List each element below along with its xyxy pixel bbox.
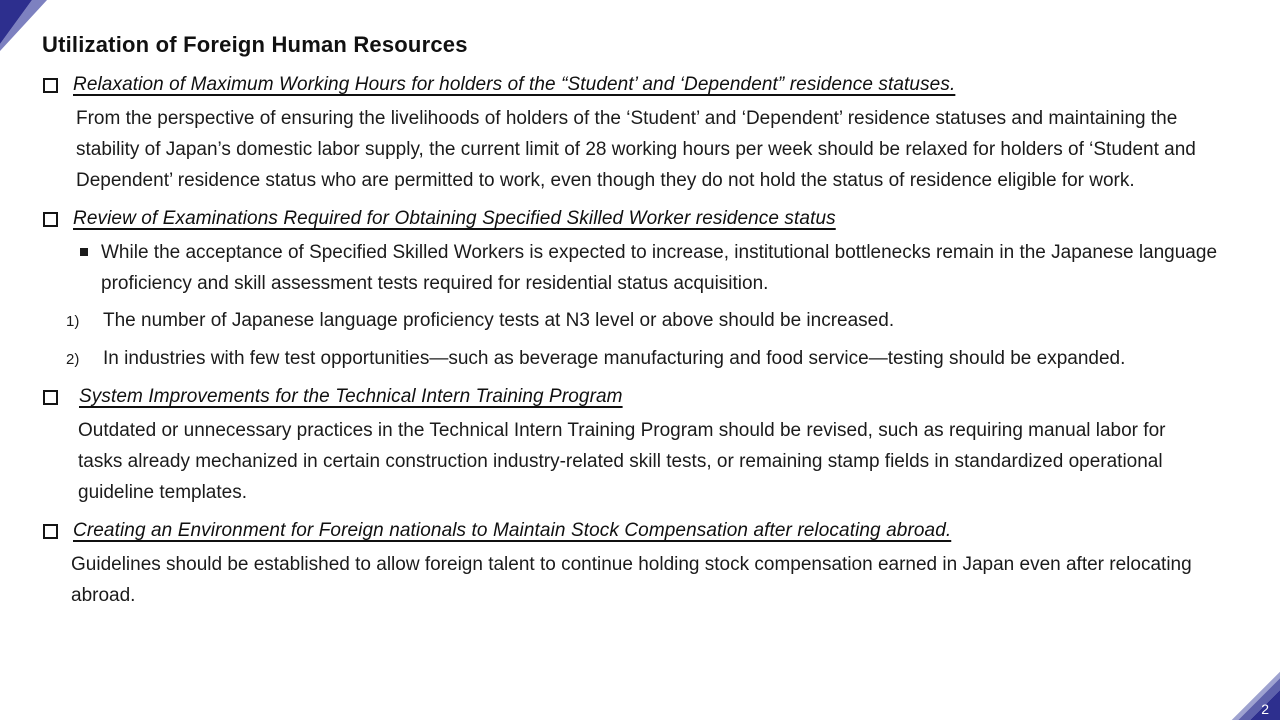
- section-body: Guidelines should be established to allow foreign talent to continue holding stock compensation earned in Japan even after relocating abroad.: [71, 554, 1192, 606]
- square-bullet-icon: [43, 524, 58, 539]
- square-bullet-icon: [43, 212, 58, 227]
- section-working-hours: [42, 70, 1244, 196]
- section-heading: Review of Examinations Required for Obtaining Specified Skilled Worker residence status: [73, 208, 836, 229]
- sub-bullet-text: While the acceptance of Specified Skilled Workers is expected to increase, institutional bottlenecks remain in the Japanese language proficiency and skill assessment tests required for residential status acquisition.: [101, 242, 1218, 294]
- section-heading-row: [42, 516, 1244, 546]
- section-heading-row: [42, 70, 1244, 100]
- sub-bullet-row: [80, 237, 1244, 299]
- section-heading-row: [42, 204, 1244, 234]
- small-square-bullet-icon: [80, 248, 88, 256]
- section-stock-compensation: [42, 516, 1244, 611]
- numbered-item-text: In industries with few test opportunities—such as beverage manufacturing and food service—testing should be expanded.: [103, 348, 1126, 369]
- section-heading: Creating an Environment for Foreign nationals to Maintain Stock Compensation after relocating abroad.: [73, 520, 952, 541]
- section-technical-intern: [42, 382, 1244, 508]
- section-body: From the perspective of ensuring the livelihoods of holders of the ‘Student’ and ‘Dependent’ residence statuses and maintaining the stability of Japan’s domestic labor supply, the current limit of 28 working hours per week should be relaxed for holders of ‘Student and Dependent’ residence status who are permitted to work, even though they do not hold the status of residence eligible for work.: [76, 108, 1196, 191]
- square-bullet-icon: [43, 390, 58, 405]
- section-heading: Relaxation of Maximum Working Hours for holders of the “Student’ and ‘Dependent” residence statuses.: [73, 74, 956, 95]
- section-body: Outdated or unnecessary practices in the Technical Intern Training Program should be revised, such as requiring manual labor for tasks already mechanized in certain construction industry-related skill tests, or remaining stamp fields in standardized operational guideline templates.: [78, 420, 1166, 503]
- numbered-item-marker: 2): [66, 351, 80, 368]
- slide-content: [42, 30, 1244, 619]
- square-bullet-icon: [43, 78, 58, 93]
- page-title: Utilization of Foreign Human Resources: [42, 32, 468, 57]
- section-examinations: [42, 204, 1244, 375]
- section-heading-row: [42, 382, 1244, 412]
- numbered-item: [66, 343, 1244, 375]
- numbered-item-text: The number of Japanese language proficiency tests at N3 level or above should be increased.: [103, 310, 895, 331]
- section-heading: System Improvements for the Technical Intern Training Program: [79, 386, 623, 407]
- page-number: 2: [1261, 701, 1269, 717]
- numbered-item: [66, 305, 1244, 337]
- numbered-item-marker: 1): [66, 313, 80, 330]
